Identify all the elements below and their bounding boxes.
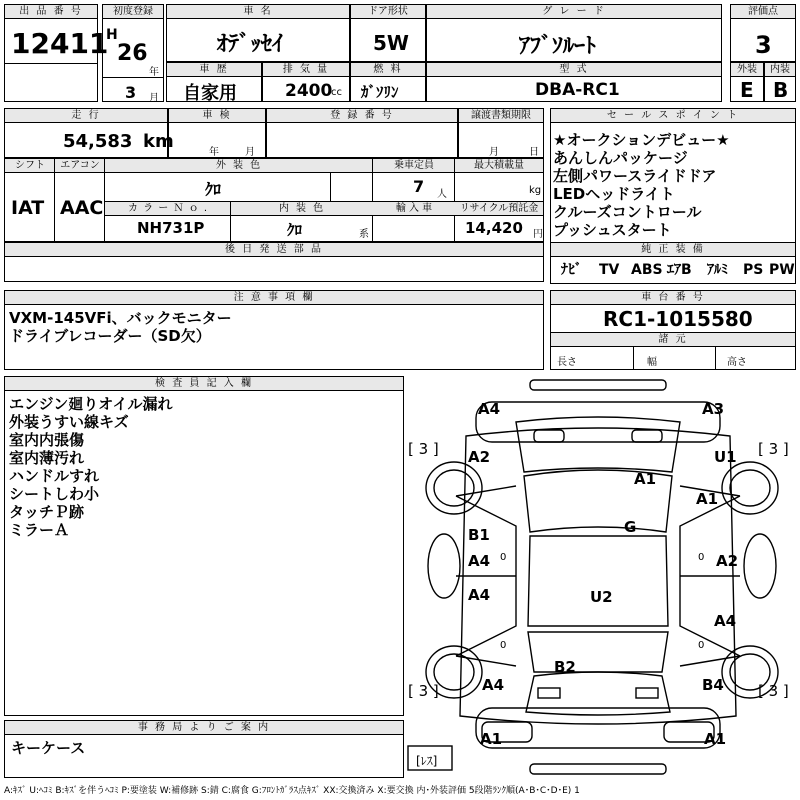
zero-mark: 0 <box>698 552 705 563</box>
lot-label: 出 品 番 号 <box>5 5 97 19</box>
tire-tread: [ 3 ] <box>408 440 439 458</box>
name-label: 車 名 <box>167 5 349 19</box>
equipment-item: PW <box>769 262 795 278</box>
office-label: 事 務 局 よ り ご 案 内 <box>5 721 403 735</box>
recycle-fee: 14,420 <box>465 219 523 237</box>
car-outline <box>406 376 798 780</box>
damage-mark: U1 <box>714 448 737 466</box>
inspector-label: 検 査 員 記 入 欄 <box>5 377 403 391</box>
sales-line: LEDヘッドライト <box>553 185 675 203</box>
history: 自家用 <box>183 83 237 104</box>
inspector-line: シートしわ小 <box>9 485 100 503</box>
interior-grade: B <box>773 78 789 102</box>
dims-label: 諸 元 <box>551 332 795 347</box>
history-box <box>166 62 262 102</box>
inspector-box <box>4 376 404 716</box>
tr-month: 月 <box>489 147 499 158</box>
era: H <box>106 27 118 43</box>
load-label: 最大積載量 <box>455 159 543 173</box>
fuel-box <box>350 62 426 102</box>
legend: A:ｷｽﾞ U:ﾍｺﾐ B:ｷｽﾞを伴うﾍｺﾐ P:要塗装 W:補修跡 S:錆 C:腐食 G:ﾌﾛﾝﾄｶﾞﾗｽ点ｷｽﾞ XX:交換済み X:要交換 内･外装評価 5段階ﾗﾝｸ順(A･B･C･D･E) 1 <box>4 786 580 796</box>
damage-mark: B2 <box>554 658 576 676</box>
equipment-item: TV <box>599 262 620 278</box>
km-unit: km <box>143 131 174 152</box>
equipment-item: PS <box>743 262 764 278</box>
recycle-label: リサイクル預託金 <box>455 202 543 216</box>
damage-mark: A4 <box>468 552 491 570</box>
month-unit: 月 <box>149 93 159 104</box>
damage-mark: A4 <box>478 400 501 418</box>
inspector-line: 外装うすい線キズ <box>9 413 129 431</box>
intcolor-unit: 系 <box>359 229 369 240</box>
displacement-label: 排 気 量 <box>263 63 349 77</box>
ac-label: エアコン <box>55 159 105 173</box>
exterior-grade: E <box>740 78 754 102</box>
ext-color: ｸﾛ <box>205 180 222 199</box>
sales-label: セ ー ル ス ポ イ ン ト <box>551 109 795 123</box>
damage-mark: A1 <box>704 730 727 748</box>
damage-mark: A4 <box>714 612 737 630</box>
interior-box <box>764 62 796 102</box>
sales-box <box>550 108 796 284</box>
inspector-line: エンジン廻りオイル漏れ <box>9 395 173 413</box>
recycle-unit: 円 <box>533 229 543 240</box>
mileage: 54,583 <box>63 131 133 152</box>
intcolor-label: 内 装 色 <box>231 202 373 216</box>
mileage-label: 走 行 <box>5 109 167 123</box>
damage-mark: B4 <box>702 676 724 694</box>
notes-line: VXM-145VFi、バックモニター <box>9 309 232 327</box>
shift: IAT <box>11 197 45 219</box>
reg-month: 3 <box>125 83 137 102</box>
damage-mark: B1 <box>468 526 490 544</box>
tire-tread: [ 3 ] <box>758 682 789 700</box>
first-reg-label: 初度登録 <box>103 5 163 19</box>
int-color: ｸﾛ <box>287 221 303 239</box>
score-box <box>730 4 796 62</box>
damage-mark: A1 <box>696 490 719 508</box>
damage-mark: A4 <box>482 676 505 694</box>
inspector-line: ハンドルすれ <box>9 467 100 485</box>
ins-month: 月 <box>245 147 255 158</box>
damage-mark: A1 <box>480 730 503 748</box>
zero-mark: 0 <box>500 552 507 563</box>
name-box <box>166 4 350 62</box>
inspector-line: タッチＰ跡 <box>9 503 85 521</box>
displacement-box <box>262 62 350 102</box>
score: 3 <box>755 31 772 59</box>
capacity: 7 <box>413 177 425 196</box>
inspector-line: 室内内張傷 <box>9 431 85 449</box>
sales-line: プッシュスタート <box>553 221 672 239</box>
regno-box <box>266 108 458 158</box>
import-label: 輸 入 車 <box>373 202 455 216</box>
damage-mark: A4 <box>468 586 491 604</box>
fuel: ｶﾞｿﾘﾝ <box>361 83 399 101</box>
first-reg-box <box>102 4 164 102</box>
later-parts-box <box>4 242 544 282</box>
office-text: キーケース <box>11 739 86 757</box>
reg-year: 26 <box>117 41 148 66</box>
model: DBA-RC1 <box>535 80 620 100</box>
damage-mark: A1 <box>634 470 657 488</box>
color-label: 外 装 色 <box>105 159 373 173</box>
damage-mark: A3 <box>702 400 725 418</box>
exterior-box <box>730 62 764 102</box>
office-box <box>4 720 404 778</box>
sales-line: 左側パワースライドドア <box>553 167 717 185</box>
tire-tread: [ 3 ] <box>758 440 789 458</box>
chassis-label: 車 台 番 号 <box>551 291 795 305</box>
height-label: 高さ <box>727 357 747 368</box>
regno-label: 登 録 番 号 <box>267 109 457 123</box>
damage-mark: G <box>624 518 637 536</box>
exterior-label: 外装 <box>731 63 763 77</box>
equipment-item: ｴｱB <box>667 262 692 278</box>
lot-box <box>4 4 109 102</box>
spec-grid <box>4 158 544 242</box>
equipment-item: ﾅﾋﾞ <box>561 262 582 278</box>
damage-mark: U2 <box>590 588 613 606</box>
transfer-box <box>458 108 544 158</box>
equipment-label: 純 正 装 備 <box>551 242 795 257</box>
inspector-line: 室内薄汚れ <box>9 449 85 467</box>
car-diagram <box>406 376 798 780</box>
grade: ｱﾌﾞｿﾙｰﾄ <box>519 34 597 59</box>
inspection-box <box>168 108 266 158</box>
sales-line: あんしんパッケージ <box>553 149 688 167</box>
chassis-box <box>550 290 796 370</box>
score-label: 評価点 <box>731 5 795 19</box>
doors-box <box>350 4 426 62</box>
ins-year: 年 <box>209 147 219 158</box>
zero-mark: 0 <box>698 640 705 651</box>
ac: AAC <box>60 197 104 219</box>
grade-label: グ レ ー ド <box>427 5 721 19</box>
sales-line: ★オークションデビュー★ <box>553 131 730 149</box>
model-label: 型 式 <box>427 63 721 77</box>
transfer-label: 譲渡書類期限 <box>459 109 543 123</box>
fuel-label: 燃 料 <box>351 63 425 77</box>
capacity-unit: 人 <box>437 189 447 200</box>
equipment-item: ABS <box>631 262 663 278</box>
chassis-number: RC1-1015580 <box>603 307 753 331</box>
spare-tire-label: [ﾚｽ] <box>416 754 438 768</box>
notes-label: 注 意 事 項 欄 <box>5 291 543 305</box>
cc-unit: cc <box>331 87 342 98</box>
inspection-label: 車 検 <box>169 109 265 123</box>
interior-label: 内装 <box>765 63 795 77</box>
tire-tread: [ 3 ] <box>408 682 439 700</box>
history-label: 車 歴 <box>167 63 261 77</box>
width-label: 幅 <box>647 357 657 368</box>
doors: 5W <box>373 31 409 55</box>
tr-day: 日 <box>529 147 539 158</box>
grade-box <box>426 4 722 62</box>
notes-box <box>4 290 544 370</box>
later-parts-label: 後 日 発 送 部 品 <box>5 243 543 257</box>
color-number: NH731P <box>137 219 205 237</box>
equipment-item: ｱﾙﾐ <box>707 262 728 278</box>
displacement: 2400 <box>285 81 333 101</box>
car-name: ｵﾃﾞｯｾｲ <box>217 32 284 57</box>
year-unit: 年 <box>149 67 159 78</box>
model-box <box>426 62 722 102</box>
damage-mark: A2 <box>468 448 491 466</box>
colorno-label: カ ラ ー Ｎ ｏ . <box>105 202 231 216</box>
shift-label: シフト <box>5 159 55 173</box>
zero-mark: 0 <box>500 640 507 651</box>
lot-number: 12411 <box>11 27 109 60</box>
capacity-label: 乗車定員 <box>373 159 455 173</box>
notes-line: ドライブレコーダー（SD欠） <box>9 327 211 345</box>
load-unit: kg <box>529 185 542 196</box>
doors-label: ドア形状 <box>351 5 425 19</box>
mileage-box <box>4 108 174 158</box>
sales-line: クルーズコントロール <box>553 203 702 221</box>
inspector-line: ミラーＡ <box>9 521 70 539</box>
length-label: 長さ <box>557 357 577 368</box>
damage-mark: A2 <box>716 552 739 570</box>
